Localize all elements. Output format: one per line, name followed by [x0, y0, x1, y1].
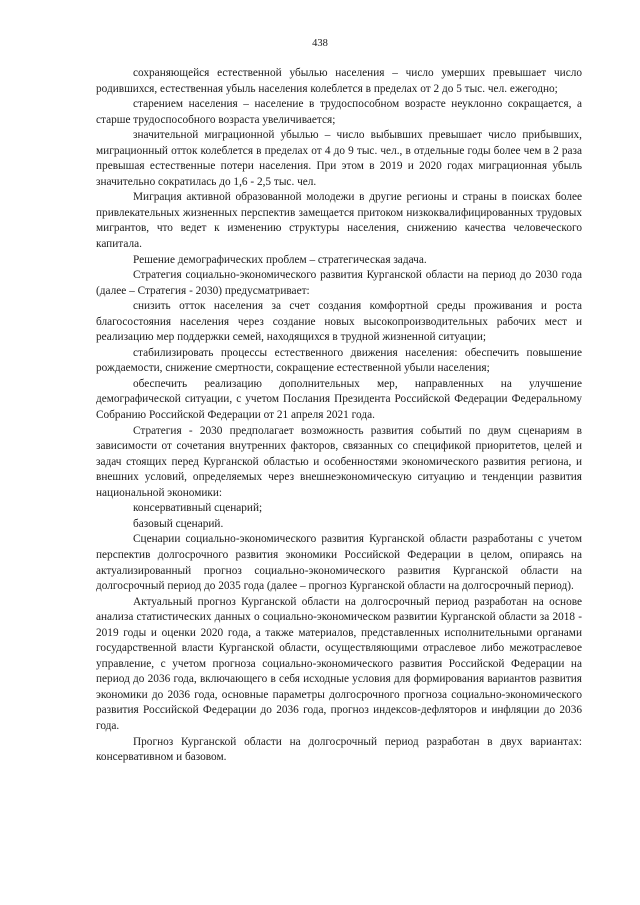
paragraph-two-scenarios: Стратегия - 2030 предполагает возможность развития событий по двум сценариям в зависимости от сочетания внутренних факторов, связанных со спецификой приоритетов, целей и задач стоящих перед Курганской областью и особенностями экономического развития региона, и внешних условий, определяемых через внешнеэкономическую ситуацию и тенденции развития национальной экономики: [96, 424, 582, 499]
paragraph-stabilize: стабилизировать процессы естественного движения населения: обеспечить повышение рождаемости, снижение смертности, сокращение естественной убыли населения; [96, 346, 582, 375]
paragraph-strategy-2030: Стратегия социально-экономического развития Курганской области на период до 2030 года (далее – Стратегия - 2030) предусматривает: [96, 269, 582, 297]
document-body [96, 66, 582, 766]
paragraph-strategic-task: Решение демографических проблем – стратегическая задача. [133, 253, 427, 266]
paragraph-forecast-variants: Прогноз Курганской области на долгосрочный период разработан в двух вариантах: консервативном и базовом. [96, 735, 582, 764]
paragraph-aging: старением населения – население в трудоспособном возрасте неуклонно сокращается, а старше трудоспособного возраста увеличивается; [96, 98, 582, 126]
page-number: 438 [312, 38, 328, 49]
paragraph-scenarios-developed: Сценарии социально-экономического развития Курганской области разработаны с учетом перспектив долгосрочного развития экономики Российской Федерации в целом, опираясь на актуализированный прогноз социально-экономического развития Курганской области на долгосрочный период до 2035 года (далее – прогноз Курганской области на долгосрочный период). [96, 533, 582, 593]
paragraph-conservative-scenario: консервативный сценарий; [133, 502, 263, 515]
paragraph-migration-decline: значительной миграционной убылью – число выбывших превышает число прибывших, миграционный отток колеблется в пределах от 4 до 9 тыс. чел., в отдельные годы более чем в 2 раза превышая естественные потери населения. При этом в 2019 и 2020 годах миграционная убыль значительно сократилась до 1,6 - 2,5 тыс. чел. [96, 129, 582, 188]
paragraph-youth-migration: Миграция активной образованной молодежи в другие регионы и страны в поисках более привлекательных жизненных перспектив замещается притоком низкоквалифицированных трудовых мигрантов, что ведет к изменению структуры населения, снижению качества человеческого капитала. [96, 191, 582, 251]
paragraph-base-scenario: базовый сценарий. [133, 517, 224, 530]
paragraph-additional-measures: обеспечить реализацию дополнительных мер, направленных на улучшение демографической ситуации, с учетом Послания Президента Российской Федерации Федеральному Собранию Российской Федерации от 21 апреля 2021 года. [96, 377, 582, 422]
paragraph-actual-forecast: Актуальный прогноз Курганской области на долгосрочный период разработан на основе анализа статистических данных о социально-экономическом развитии Курганской области за 2018 - 2019 годы и оценки 2020 года, а также материалов, представленных исполнительными органами государственной власти Курганской области, осуществляющими отраслевое либо межотраслевое управление, с учетом прогноза социально-экономического развития Российской Федерации на период до 2036 года, включающего в себя исходные условия для формирования вариантов развития экономики до 2036 года, основные параметры долгосрочного прогноза социально-экономического развития Российской Федерации до 2036 года, прогноз индексов-дефляторов и инфляции до 2036 года. [96, 595, 582, 732]
paragraph-reduce-outflow: снизить отток населения за счет создания комфортной среды проживания и роста благосостояния населения через создание новых высокопроизводительных рабочих мест и реализацию мер поддержки семей, находящихся в трудной жизненной ситуации; [96, 300, 582, 344]
paragraph-natural-decline: сохраняющейся естественной убылью населения – число умерших превышает число родившихся, естественная убыль населения колеблется в пределах от 2 до 5 тыс. чел. ежегодно; [96, 67, 582, 95]
